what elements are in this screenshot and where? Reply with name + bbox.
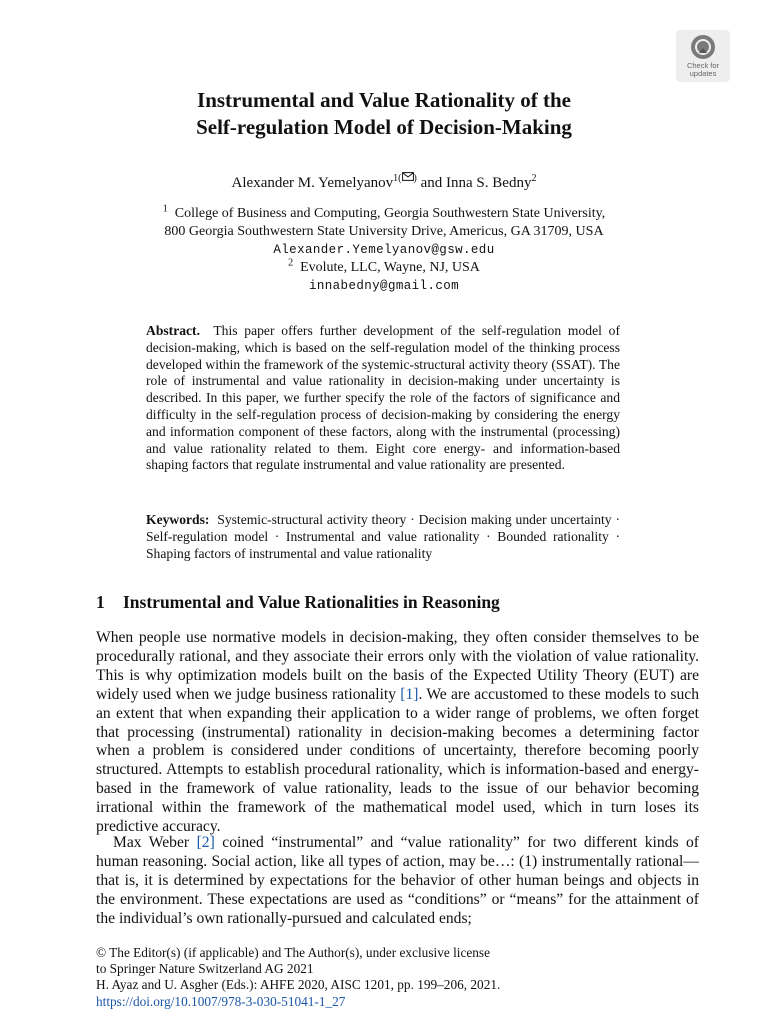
author-affiliation-marker-close: ): [413, 173, 417, 184]
copyright-footer: [96, 945, 696, 1010]
copyright-line: © The Editor(s) (if applicable) and The Author(s), under exclusive license: [96, 945, 490, 960]
affiliations: [0, 205, 768, 295]
check-for-updates-icon: [690, 34, 716, 60]
author-conjunction: and: [416, 175, 447, 191]
section-heading: [96, 591, 696, 613]
affiliation-1-line-2: 800 Georgia Southwestern State University Drive, Americus, GA 31709, USA: [164, 224, 604, 239]
title-line-2: Self-regulation Model of Decision-Making: [196, 115, 572, 139]
affiliation-1-line-1: $^1$ College of Business and Computing, Georgia Southwestern State University,: [162, 203, 606, 221]
affiliation-1-email[interactable]: Alexander.Yemelyanov@gsw.edu: [273, 243, 495, 257]
abstract-text: This paper offers further development of the self-regulation model of decision-making, which is based on the self-regulation model of the thinking process developed within the framework of the systemic-structural activity theory (SSAT). The role of instrumental and value rationality in decision-making under uncertainty is described. In this paper, we further specify the role of the factors of significance and difficulty in the self-regulation process of decision-making by considering the energy and information component of these factors, along with the instrumental (processing) and value rationality related to them. Eight core energy- and information-based shaping factors that regulate instrumental and value rationality are presented.: [146, 323, 621, 473]
license-line: to Springer Nature Switzerland AG 2021: [96, 961, 314, 977]
author-line: [0, 172, 768, 193]
author-name: Alexander M. Yemelyanov: [231, 175, 394, 191]
section-number: 1: [96, 592, 105, 612]
proceedings-line: H. Ayaz and U. Asgher (Eds.): AHFE 2020, AISC 1201, pp. 199–206, 2021.: [96, 977, 501, 993]
keywords-label: Keywords:: [146, 512, 210, 527]
citation-link-2[interactable]: [2]: [196, 834, 215, 851]
citation-link-1[interactable]: [1]: [400, 685, 419, 703]
body-paragraph-2: Max Weber [2] coined “instrumental” and “value rationality” for two different kinds of human reasoning. Social action, like all types of action, may be…: (1) instrumentally rational—that is, it is determined by expectations for the behavior of other human beings and objects in the environment. These expectations are used as “conditions” or “means” for the attainment of the individual’s own rationally-pursued and calculated ends;: [96, 834, 699, 927]
author-affiliation-marker: 2: [531, 173, 537, 184]
abstract: [146, 323, 620, 474]
envelope-icon[interactable]: [402, 172, 414, 181]
body-paragraph-1: When people use normative models in decision-making, they often consider themselves to be procedurally rational, and they associate their errors only with the violation of value rationality. This is why optimization models built on the basis of the Expected Utility Theory (EUT) are widely used when we judge business rationality [1]. We are accustomed to these models to such an extent that when expanding their application to a wider range of problems, we often forget that processing (instrumental) rationality in decision-making becomes a determining factor when a problem is considered under conditions of uncertainty, therefore becoming poorly structured. Attempts to establish procedural rationality, which is information-based and energy-based in the framework of value rationality, leads to the issue of our behavior becoming irrational within the framework of the mathematical model used, which in turn loses its predictive accuracy.: [96, 629, 699, 836]
abstract-label: Abstract.: [146, 323, 200, 338]
keywords: [146, 512, 620, 562]
keywords-text: Systemic-structural activity theory · Decision making under uncertainty · Self-regulation model · Instrumental and value rationality · Bounded rationality · Shaping factors of instrumental and value rationality: [146, 512, 620, 561]
author-affiliation-marker: 1(: [393, 173, 402, 184]
author-name: Inna S. Bedny: [446, 175, 532, 191]
title-line-1: Instrumental and Value Rationality of the: [197, 88, 571, 112]
section-title: Instrumental and Value Rationalities in Reasoning: [123, 592, 500, 612]
check-for-updates-label: Check for updates: [686, 61, 720, 78]
affiliation-2-line-1: $^2$ Evolute, LLC, Wayne, NJ, USA: [288, 257, 480, 275]
doi-link[interactable]: https://doi.org/10.1007/978-3-030-51041-1_27: [96, 993, 346, 1009]
paper-title: [0, 87, 768, 141]
affiliation-2-email[interactable]: innabedny@gmail.com: [308, 279, 460, 293]
check-for-updates-badge[interactable]: [676, 30, 730, 82]
